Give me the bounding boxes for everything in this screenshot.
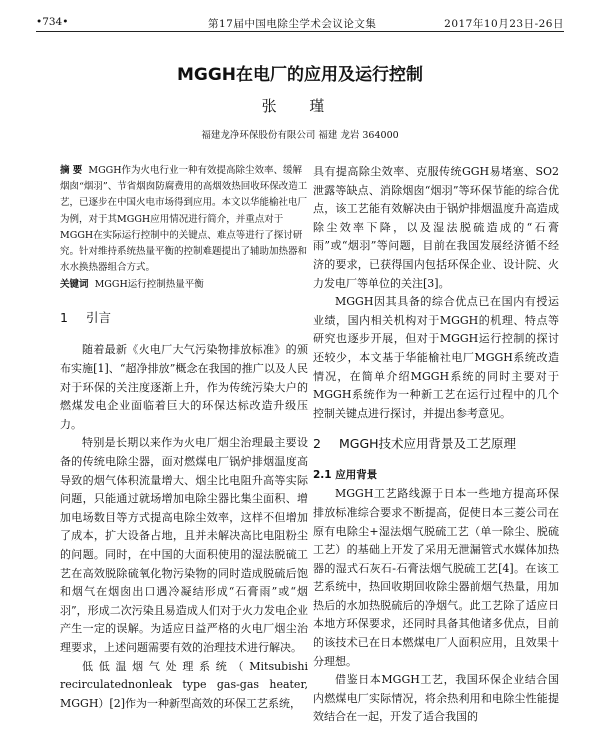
subsection-title: 应用背景 [335, 469, 378, 482]
section-title: 引言 [85, 310, 111, 326]
paragraph: 低低温烟气处理系统（Mitsubishi recirculatednonleak type gas-gas heater, MGGH）[2]作为一种新型高效的环保工艺系统， [60, 659, 308, 710]
left-column [60, 163, 308, 713]
section-heading-2 [313, 435, 559, 453]
proceedings-title: 第17届中国电除尘学术会议论文集 [208, 18, 377, 30]
running-header [36, 13, 564, 32]
section-heading-1 [60, 309, 308, 327]
subsection-number: 2.1 [313, 469, 332, 482]
right-column [313, 163, 559, 727]
paper-title: MGGH在电厂的应用及运行控制 [176, 65, 424, 85]
page-number: •734• [36, 16, 69, 28]
keywords-text: MGGH运行控制热量平衡 [94, 279, 204, 291]
paragraph: 具有提高除尘效率、克服传统GGH易堵塞、SO2泄露等缺点、消除烟囱“烟羽”等环保节能的综合优点，该工艺能有效解决由于锅炉排烟温度升高造成除尘效率下降，以及湿法脱硫造成的“石膏雨”或“烟羽”等问题，目前在我国发展经济循不经济的要求，已获得国内包括环保企业、设计院、火力发电厂等单位的关注[3]。 [313, 165, 559, 290]
section-number: 1 [60, 310, 68, 326]
paragraph: 借鉴日本MGGH工艺，我国环保企业结合国内燃煤电厂实际情况，将余热利用和电除尘性能提效结合在一起，开发了适合我国的 [313, 673, 559, 724]
author-name: 张 瑾 [261, 97, 339, 115]
paragraph: MGGH工艺路线源于日本一些地方提高环保排放标准综合要求不断提高，促使日本三菱公司在原有电除尘+湿法烟气脱硫工艺（单一除尘、脱硫工艺）的基础上开发了采用无泄漏管式水媒体加热器的湿式石灰石-石膏法烟气脱硫工艺[4]。在该工艺系统中，热回收期回收除尘器前烟气热量，用加热后的水加热脱硫后的净烟气。此工艺除了适应日本地方环保要求，还同时具备其他诸多优点，目前的该技术已在日本燃煤电厂人面积应用，且效果十分理想。 [313, 487, 559, 668]
abstract-label: 摘 要 [60, 165, 83, 176]
paragraph: 随着最新《火电厂大气污染物排放标准》的颁布实施[1]、“超净排放”概念在我国的推广以及人民对于环保的关注度逐渐上升，作为传统污染大户的燃煤发电企业面临着巨大的环保达标改造升级压力。 [60, 343, 308, 431]
paragraph: MGGH因其具备的综合优点已在国内有授运业绩，国内相关机构对于MGGH的机理、特点等研究也逐步开展，但对于MGGH运行控制的探讨还较少，本文基于华能榆社电厂MGGH系统改造情况，在简单介绍MGGH系统的同时主要对于MGGH系统作为一种新工艺在运行过程中的几个控制关键点进行探讨，并提出参考意见。 [313, 295, 559, 420]
section-title: MGGH技术应用背景及工艺原理 [338, 436, 517, 452]
keywords [60, 277, 308, 293]
abstract [60, 163, 308, 276]
affiliation: 福建龙净环保股份有限公司 福建 龙岩 364000 [201, 130, 399, 141]
abstract-text: MGGH作为火电行业一种有效提高除尘效率、缓解烟囱“烟羽”、节省烟囱防腐费用的高烟效热回收环保改造工艺，已逐步在中国火电市场得到应用。本文以华能榆社电厂为例，对于其MGGH应用情况进行简介，并重点对于MGGH在实际运行控制中的关键点、难点等进行了探讨研究。针对维持系统热量平衡的控制难题提出了辅助加热器和水水换热器组合方式。 [60, 165, 308, 274]
subsection-heading [313, 467, 559, 483]
paragraph: 特别是长期以来作为火电厂烟尘治理最主要设备的传统电除尘器，面对燃煤电厂锅炉排烟温度高导致的烟气体积流量增大、烟尘比电阻升高等实际问题，只能通过就场增加电除尘器比集尘面积、增加电场数目等方式提高电除尘效率，这样不但增加了成本，扩大设备占地，且并未解决高比电阻粉尘的问题。同时，在中国的大面积使用的湿法脱硫工艺在高效脱除硫氧化物污染物的同时造成脱硫后饱和烟气在烟囱出口遇冷凝结形成“石膏雨”或“烟羽”，形成二次污染且易造成人们对于火力发电企业产生一定的误解。为适应日益严格的火电厂烟尘治理要求，上述问题需要有效的治理技术进行解决。 [60, 436, 308, 654]
keywords-label: 关键词 [60, 279, 89, 291]
section-number: 2 [313, 436, 321, 452]
conference-date: 2017年10月23日-26日 [444, 18, 564, 30]
